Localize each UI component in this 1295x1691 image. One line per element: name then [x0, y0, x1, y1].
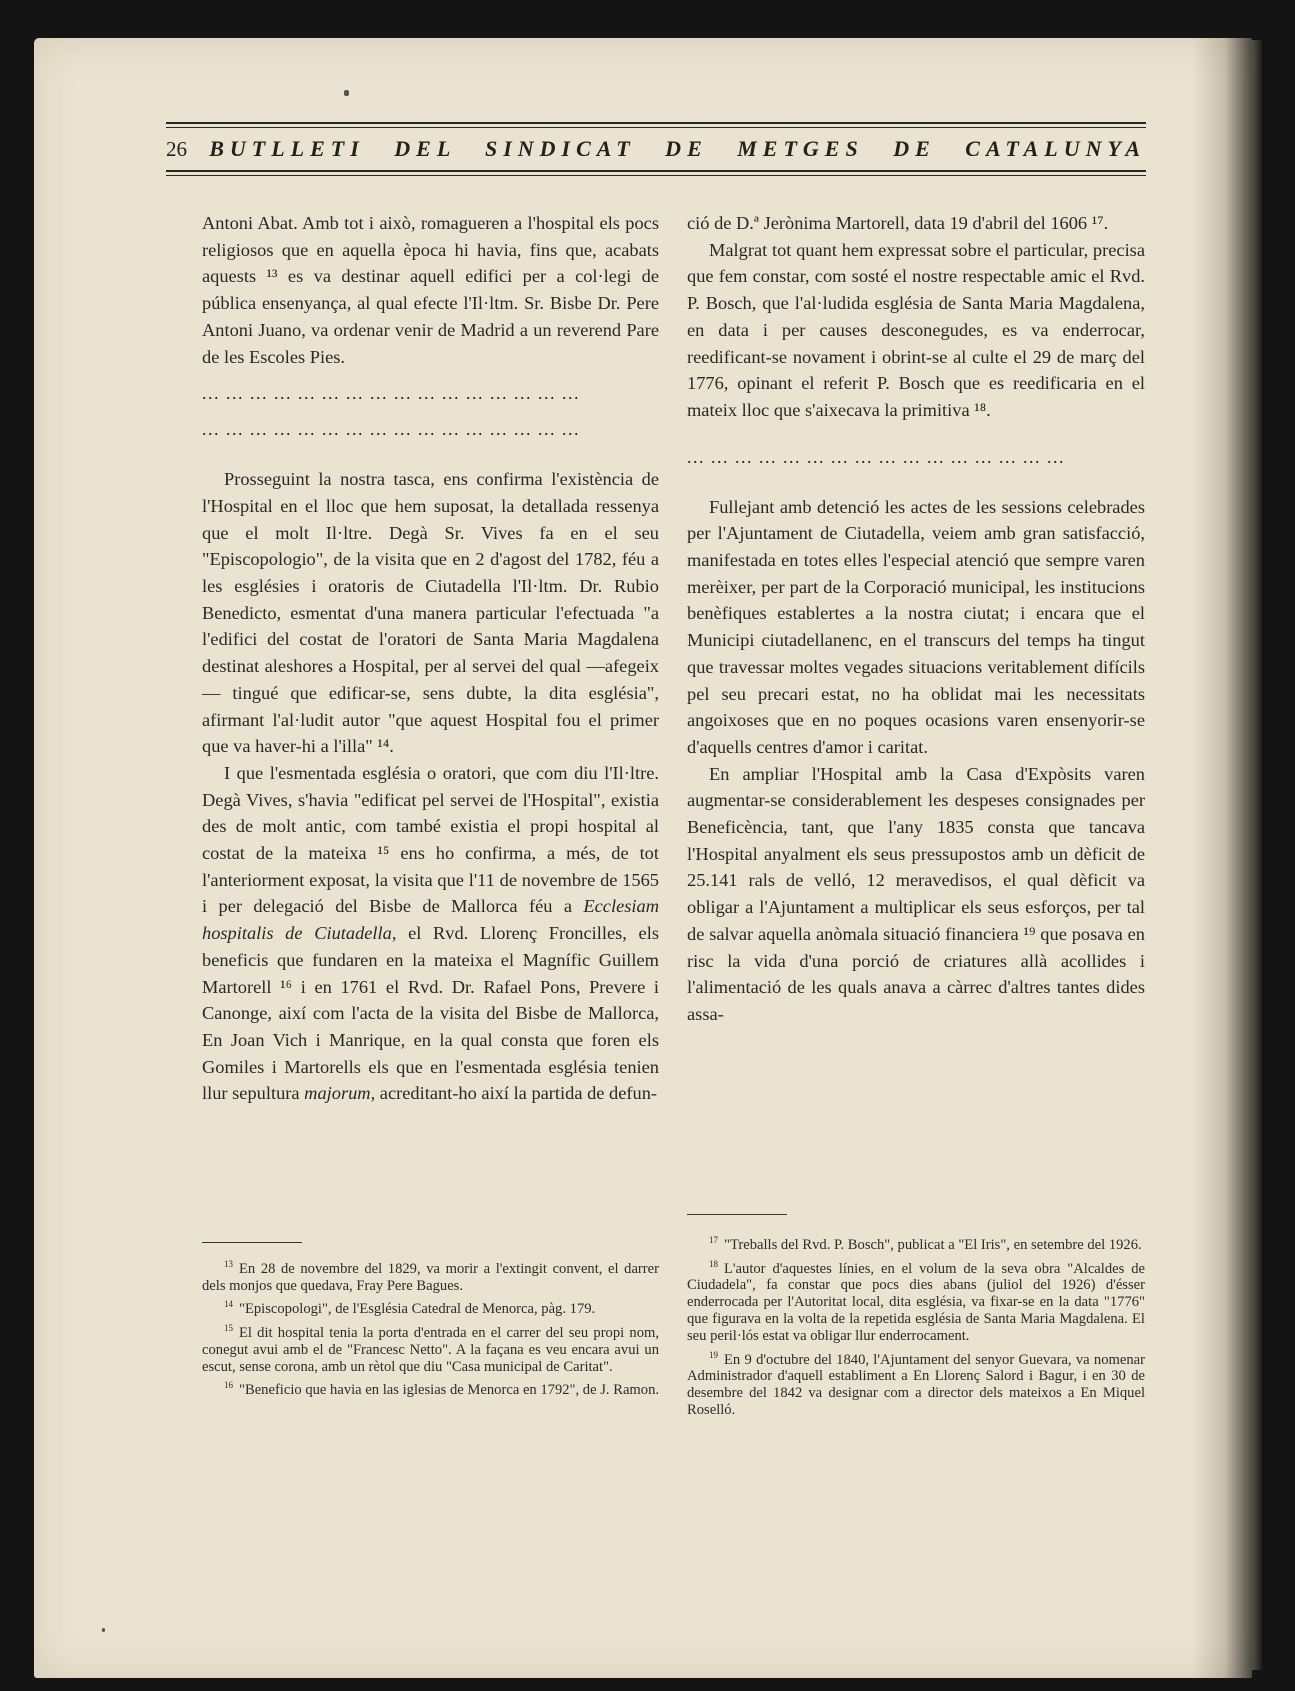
- paragraph-text: I que l'esmentada església o oratori, que com diu l'Il·ltre. Degà Vives, s'havia "edificat pel servei de l'Hospital", existia des de molt antic, com també existia el propi hospital al costat de la mateixa ¹⁵ ens ho confirma, a més, de tot l'anteriorment exposat, la visita que l'11 de novembre de 1565 i per delegació del Bisbe de Mallorca féu a: [202, 762, 659, 917]
- paragraph-text: el Rvd. Llorenç Froncilles, els beneficis que fundaren en la mateixa el Magnífic Guillem Martorell ¹⁶ i en 1761 el Rvd. Dr. Rafael Pons, Prevere i Canonge, així com l'acta de la visita del Bisbe de Mallorca, En Joan Vich i Manrique, en la qual consta que foren els Gomiles i Martorells els que en l'esmentada església tenien llur sepultura: [202, 923, 659, 1104]
- paragraph: En ampliar l'Hospital amb la Casa d'Expòsits varen augmentar-se considerablement les despeses consignades per Beneficència, tant, que l'any 1835 consta que tancava l'Hospital anyalment els seus pressupostos amb un dèficit de 25.141 rals de velló, 12 meravedisos, el qual dèficit va obligar a l'Ajuntament a multiplicar els seus esforços, per tal de salvar aquella anòmala situació financiera ¹⁹ que posava en risc la vida d'una porció de criatures allà acollides i l'alimentació de les quals anava a càrrec d'altres tantes dides assa-: [687, 763, 1145, 1024]
- footnote-text: En 9 d'octubre del 1840, l'Ajuntament del senyor Guevara, va nomenar Administrador d'aquell establiment a En Llorenç Salord i Bagur, i en 30 de desembre del 1842 va designar com a director dels mateixos a En Miquel Roselló.: [687, 1351, 1145, 1418]
- footnote-rule: [202, 1242, 302, 1243]
- footnote-text: El dit hospital tenia la porta d'entrada en el carrer del seu propi nom, conegut avui amb el de "Francesc Netto". A la façana es veu encara avui un escut, sense corona, amb un rètol que diu "Casa municipal de Caritat".: [202, 1324, 659, 1375]
- footnote: [687, 1347, 1145, 1419]
- ellipsis-separator: ... ... ... ... ... ... ... ... ... ... ... ... ... ... ... ...: [202, 419, 580, 440]
- header-rule-bottom-thin: [166, 175, 1146, 176]
- footnote-mark: 13: [224, 1259, 233, 1269]
- paragraph: Malgrat tot quant hem expressat sobre el particular, precisa que fem constar, com sosté el nostre respectable amic el Rvd. P. Bosch, que l'al·ludida església de Santa Maria Magdalena, en data i per causes desconegudes, es va enderrocar, reedificant-se novament i obrint-se al culte el 29 de març del 1776, opinant el referit P. Bosch que es reedificaria en el mateix lloc que s'aixecava la primitiva ¹⁸.: [687, 239, 1145, 420]
- header-rule-top-thin: [166, 127, 1146, 128]
- footnote-text: "Treballs del Rvd. P. Bosch", publicat a "El Iris", en setembre del 1926.: [724, 1236, 1142, 1253]
- paragraph: Prosseguint la nostra tasca, ens confirma l'existència de l'Hospital en el lloc que hem suposat, la detallada ressenya que el molt Il·ltre. Degà Sr. Vives fa en el seu "Episcopologio", de la visita que en 2 d'agost del 1782, féu a les esglésies i oratoris de Ciutadella l'Il·ltm. Dr. Rubio Benedicto, esmentat d'una manera particular l'efectuada "a l'edifici del costat de l'oratori de Santa Maria Magdalena destinat aleshores a Hospital, per al servei del qual —afegeix— tingué que edificar-se, sens dubte, la dita església", afirmant l'al·ludit autor "que aquest Hospital fou el primer que va haver-hi a l'illa" ¹⁴.: [202, 469, 659, 757]
- paragraph: [202, 760, 659, 1107]
- footnote-mark: 17: [709, 1235, 718, 1245]
- footnote-text: L'autor d'aquestes línies, en el volum de la seva obra "Alcaldes de Ciudadela", fa constar que pocs dies abans (juliol del 1926) d'ésser enderrocada per l'Autoritat local, dita església, va fixar-se en la data "1776" que figurava en la volta de la repetida església de Santa Maria Magdalena. El seu peril·lós estat va obligar llur enderrocament.: [687, 1260, 1145, 1344]
- footnote: [687, 1232, 1145, 1254]
- paragraph: Fullejant amb detenció les actes de les sessions celebrades per l'Ajuntament de Ciutadella, veiem amb gran satisfacció, manifestada en totes elles l'especial atenció que sempre varen merèixer, per part de la Corporació municipal, les institucions benèfiques establertes a la nostra ciutat; i encara que el Municipi ciutadellanenc, en el transcurs del temps ha tingut que travessar moltes vegades situacions veritablement difícils pel seu precari estat, no ha oblidat mai les necessitats angoixoses que en no poques ocasions varen ensenyorir-se d'aquells centres d'amor i caritat.: [687, 496, 1145, 757]
- latin-phrase: majorum,: [304, 1083, 376, 1104]
- footnote-mark: 19: [709, 1349, 718, 1360]
- header-rule-bottom: [166, 170, 1146, 172]
- footnote-rule: [687, 1214, 787, 1215]
- paragraph: Antoni Abat. Amb tot i això, romagueren a l'hospital els pocs religiosos que en aquella època hi havia, fins que, acabats aquests ¹³ es va destinar aquell edifici per a col·legi de pública ensenyança, al qual efecte l'Il·ltm. Sr. Bisbe Dr. Pere Antoni Juano, va ordenar venir de Madrid a un reverend Pare de les Escoles Pies.: [202, 213, 659, 367]
- page-number: 26: [166, 137, 187, 161]
- ellipsis-separator: ... ... ... ... ... ... ... ... ... ... ... ... ... ... ... ...: [202, 383, 580, 404]
- ellipsis-separator: ... ... ... ... ... ... ... ... ... ... ... ... ... ... ... ...: [687, 446, 1065, 467]
- footnote-text: "Beneficio que havia en las iglesias de Menorca en 1792", de J. Ramon.: [239, 1382, 660, 1399]
- header-rule-top: [166, 122, 1146, 124]
- page-binding-shadow: [1192, 38, 1252, 1678]
- ink-speck: [102, 1628, 105, 1632]
- footnote-text: En 28 de novembre del 1829, va morir a l'extingit convent, el darrer dels monjos que quedava, Fray Pere Bagues.: [202, 1260, 659, 1294]
- footnote: [687, 1256, 1145, 1345]
- ink-speck: [344, 90, 349, 96]
- footnote-mark: 14: [224, 1299, 233, 1310]
- running-title: BUTLLETI DEL SINDICAT DE METGES DE CATALUNYA: [209, 136, 1146, 161]
- footnote: [202, 1256, 659, 1294]
- left-column: [202, 210, 659, 1107]
- page-edge-shadow: [1252, 40, 1262, 1670]
- header-line: [166, 136, 1146, 162]
- running-header: [166, 122, 1146, 178]
- footnote-mark: 15: [224, 1323, 233, 1334]
- latin-phrase: Ecclesiam hospitalis de Ciutadella,: [202, 896, 659, 944]
- footnotes-right: [687, 1232, 1145, 1421]
- footnote: [202, 1320, 659, 1375]
- right-column: [687, 210, 1145, 1028]
- footnote-mark: 16: [224, 1380, 233, 1391]
- paragraph: ció de D.ª Jerònima Martorell, data 19 d'abril del 1606 ¹⁷.: [687, 213, 1109, 233]
- footnote: [202, 1377, 659, 1399]
- footnote-text: "Episcopologi", de l'Església Catedral de Menorca, pàg. 179.: [239, 1301, 596, 1318]
- paragraph-text: acreditant-ho així la partida de defun-: [379, 1083, 658, 1104]
- footnote-mark: 18: [709, 1258, 718, 1269]
- footnotes-left: [202, 1256, 659, 1401]
- footnote: [202, 1296, 659, 1318]
